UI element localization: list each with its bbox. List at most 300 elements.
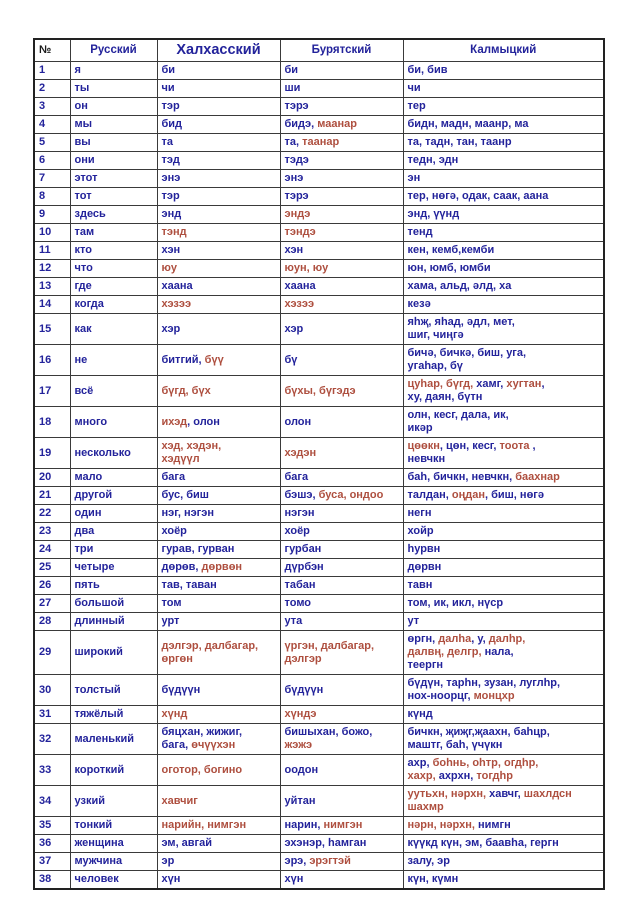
word-segment: олон [284, 415, 312, 428]
table-header-row [34, 39, 604, 62]
word-segment: талдан, [407, 489, 452, 501]
cell-number: 23 [34, 523, 70, 541]
cell-buryat [280, 786, 403, 817]
word-segment: далвң, делгр, [407, 646, 482, 658]
word-segment: тавн [407, 579, 433, 591]
table-row [34, 242, 604, 260]
cell-number: 8 [34, 188, 70, 206]
word-segment: нала, [481, 646, 514, 658]
table-row [34, 871, 604, 890]
cell-number: 3 [34, 98, 70, 116]
cell-buryat [280, 278, 403, 296]
cell-russian: пять [70, 577, 157, 595]
word-segment: хэдүүл [161, 453, 200, 465]
word-segment: кезә [407, 298, 431, 310]
cell-khalkha [157, 152, 280, 170]
cell-kalmyk [403, 577, 604, 595]
cell-khalkha [157, 188, 280, 206]
cell-kalmyk [403, 407, 604, 438]
word-segment: ху, даян, бүтн [407, 391, 483, 403]
word-segment: , биш, нөгә [484, 489, 544, 501]
cell-number: 25 [34, 559, 70, 577]
word-segment: хама, альд, әлд, ха [407, 280, 512, 292]
table-row [34, 80, 604, 98]
cell-kalmyk [403, 595, 604, 613]
word-segment: маштг, баһ, үчүкн [407, 739, 503, 751]
cell-kalmyk [403, 260, 604, 278]
cell-russian: этот [70, 170, 157, 188]
word-segment: кен, кемб,кемби [407, 244, 495, 256]
word-segment: тэр [161, 100, 180, 112]
word-segment: эрэгтэй [309, 855, 351, 867]
table-row [34, 224, 604, 242]
cell-number: 34 [34, 786, 70, 817]
cell-number: 29 [34, 631, 70, 675]
cell-number: 16 [34, 345, 70, 376]
cell-khalkha [157, 296, 280, 314]
word-segment: негн [407, 507, 432, 519]
word-segment: , олон [187, 415, 220, 428]
cell-number: 5 [34, 134, 70, 152]
table-row [34, 469, 604, 487]
word-segment: далһр, [488, 633, 526, 645]
cell-khalkha [157, 631, 280, 675]
cell-khalkha [157, 224, 280, 242]
table-row [34, 577, 604, 595]
cell-kalmyk [403, 116, 604, 134]
cell-kalmyk [403, 786, 604, 817]
word-segment: тэндэ [284, 226, 316, 238]
cell-khalkha [157, 206, 280, 224]
word-segment: уутьхн, нәрхн, [407, 788, 487, 800]
cell-khalkha [157, 376, 280, 407]
word-segment: , [541, 378, 545, 390]
word-segment: тенд [407, 226, 433, 238]
cell-number: 28 [34, 613, 70, 631]
word-segment: эрэ, [284, 855, 310, 867]
word-segment: бүхы, бүгэдэ [284, 384, 356, 397]
word-segment: том [161, 597, 182, 609]
cell-buryat [280, 407, 403, 438]
cell-number: 9 [34, 206, 70, 224]
word-segment: монцхр [473, 690, 515, 702]
table-row [34, 296, 604, 314]
cell-buryat [280, 755, 403, 786]
word-segment: ута [284, 615, 303, 627]
cell-buryat [280, 152, 403, 170]
cell-khalkha [157, 134, 280, 152]
word-segment: хэдэн [284, 446, 317, 459]
cell-khalkha [157, 345, 280, 376]
cell-russian: широкий [70, 631, 157, 675]
cell-russian: вы [70, 134, 157, 152]
cell-khalkha [157, 260, 280, 278]
table-row [34, 523, 604, 541]
cell-russian: там [70, 224, 157, 242]
cell-number: 6 [34, 152, 70, 170]
word-segment: тэрэ [284, 190, 309, 202]
cell-russian: мало [70, 469, 157, 487]
column-header-khalkha: Халхасский [157, 39, 280, 62]
cell-kalmyk [403, 314, 604, 345]
cell-number: 26 [34, 577, 70, 595]
cell-buryat [280, 296, 403, 314]
word-segment: хойр [407, 525, 434, 537]
word-segment: хаана [284, 280, 316, 292]
word-segment: ахрхн, [435, 770, 477, 782]
cell-kalmyk [403, 80, 604, 98]
table-row [34, 260, 604, 278]
word-segment: тэнд [161, 226, 187, 238]
cell-buryat [280, 242, 403, 260]
cell-number: 27 [34, 595, 70, 613]
word-segment: бү [284, 353, 298, 366]
word-segment: ут [407, 615, 420, 627]
table-row [34, 278, 604, 296]
word-segment: невчкн [407, 453, 446, 465]
cell-kalmyk [403, 376, 604, 407]
cell-buryat [280, 345, 403, 376]
cell-kalmyk [403, 613, 604, 631]
cell-khalkha [157, 724, 280, 755]
word-segment: хахр, [407, 770, 436, 782]
cell-buryat [280, 487, 403, 505]
word-segment: томо [284, 597, 312, 609]
cell-russian: узкий [70, 786, 157, 817]
word-segment: икәр [407, 422, 433, 434]
column-header-buryat: Бурятский [280, 39, 403, 62]
word-segment: дөрвөн [201, 561, 243, 573]
cell-number: 14 [34, 296, 70, 314]
word-segment: тав, таван [161, 579, 217, 591]
vocabulary-table-page [33, 38, 605, 890]
table-row [34, 613, 604, 631]
cell-russian: они [70, 152, 157, 170]
word-segment: та, [284, 136, 303, 148]
cell-kalmyk [403, 817, 604, 835]
word-segment: оготор, богино [161, 763, 243, 776]
cell-buryat [280, 224, 403, 242]
word-segment: битгий, [161, 353, 205, 366]
word-segment: та [161, 136, 174, 148]
table-row [34, 62, 604, 80]
cell-kalmyk [403, 724, 604, 755]
cell-kalmyk [403, 675, 604, 706]
cell-kalmyk [403, 559, 604, 577]
cell-russian: здесь [70, 206, 157, 224]
word-segment: нимгэн [323, 819, 363, 831]
cell-khalkha [157, 505, 280, 523]
word-segment: урт [161, 615, 180, 627]
cell-buryat [280, 835, 403, 853]
word-segment: хэн [284, 244, 304, 256]
word-segment: юу [161, 262, 178, 274]
cell-russian: толстый [70, 675, 157, 706]
cell-russian: тонкий [70, 817, 157, 835]
cell-number: 18 [34, 407, 70, 438]
cell-khalkha [157, 469, 280, 487]
cell-buryat [280, 116, 403, 134]
cell-kalmyk [403, 98, 604, 116]
word-segment: хүн [284, 873, 304, 885]
word-segment: хэзээ [284, 298, 315, 310]
cell-russian: ты [70, 80, 157, 98]
word-segment: дүрбэн [284, 561, 324, 573]
cell-khalkha [157, 170, 280, 188]
cell-khalkha [157, 278, 280, 296]
table-row [34, 188, 604, 206]
cell-number: 11 [34, 242, 70, 260]
cell-number: 17 [34, 376, 70, 407]
word-segment: та, тадн, тан, таанр [407, 136, 512, 148]
column-header-kalmyk: Калмыцкий [403, 39, 604, 62]
word-segment: дөрөв, [161, 561, 202, 573]
word-segment: дэлгэр, далбагар, өргөн [161, 639, 259, 665]
word-segment: бяцхан, жижиг, [161, 726, 243, 738]
word-segment: хоёр [284, 525, 310, 537]
cell-russian: когда [70, 296, 157, 314]
cell-russian: длинный [70, 613, 157, 631]
cell-buryat [280, 523, 403, 541]
cell-khalkha [157, 314, 280, 345]
cell-khalkha [157, 523, 280, 541]
word-segment: тедн, эдн [407, 154, 459, 166]
cell-number: 22 [34, 505, 70, 523]
word-segment: бүдүүн [284, 683, 324, 696]
word-segment: нарийн, нимгэн [161, 819, 247, 831]
word-segment: бүгд, бүх [161, 384, 211, 397]
word-segment: бүдүн, тарһн, зузан, луглһр, [407, 677, 561, 689]
word-segment: би [284, 64, 299, 76]
word-segment: энд, үүнд [407, 208, 460, 220]
word-segment: бидн, мадн, маанр, ма [407, 118, 529, 130]
word-segment: эхэнэр, һамган [284, 837, 367, 849]
word-segment: хэд, хэдэн, [161, 440, 222, 452]
cell-khalkha [157, 80, 280, 98]
cell-buryat [280, 595, 403, 613]
word-segment: далһа [438, 633, 472, 645]
word-segment: том, ик, икл, нүср [407, 597, 504, 609]
word-segment: бичә, бичкә, биш, уга, [407, 347, 527, 359]
cell-kalmyk [403, 62, 604, 80]
cell-russian: несколько [70, 438, 157, 469]
word-segment: хэзээ [161, 298, 192, 310]
word-segment: яһҗ, яһад, әдл, мет, [407, 316, 515, 328]
word-segment: тер, нөгә, одак, саак, аана [407, 190, 549, 202]
cell-russian: мужчина [70, 853, 157, 871]
cell-khalkha [157, 487, 280, 505]
word-segment: шахмр [407, 801, 444, 813]
cell-khalkha [157, 438, 280, 469]
cell-kalmyk [403, 206, 604, 224]
word-segment: би, бив [407, 64, 448, 76]
word-segment: бага [284, 471, 309, 483]
word-segment: шиг, чиңгә [407, 329, 464, 341]
cell-russian: тот [70, 188, 157, 206]
table-row [34, 116, 604, 134]
word-segment: нимгн [474, 819, 511, 831]
word-segment: хүнд [161, 708, 188, 720]
cell-russian: где [70, 278, 157, 296]
cell-buryat [280, 577, 403, 595]
cell-kalmyk [403, 345, 604, 376]
table-row [34, 817, 604, 835]
word-segment: теергн [407, 659, 444, 671]
cell-khalkha [157, 755, 280, 786]
cell-russian: я [70, 62, 157, 80]
column-header-russian: Русский [70, 39, 157, 62]
table-row [34, 206, 604, 224]
cell-buryat [280, 376, 403, 407]
cell-number: 19 [34, 438, 70, 469]
cell-buryat [280, 541, 403, 559]
table-row [34, 706, 604, 724]
cell-russian: другой [70, 487, 157, 505]
word-segment: нәрн, нәрхн, [407, 819, 475, 831]
cell-number: 35 [34, 817, 70, 835]
cell-khalkha [157, 853, 280, 871]
cell-buryat [280, 206, 403, 224]
word-segment: цөөкн [407, 440, 440, 452]
cell-khalkha [157, 835, 280, 853]
table-row [34, 345, 604, 376]
word-segment: шахлдсн [523, 788, 572, 800]
word-segment: эр [161, 855, 175, 867]
word-segment: күн, күмн [407, 873, 459, 885]
cell-buryat [280, 817, 403, 835]
word-segment: оодон [284, 763, 319, 776]
word-segment: хэр [284, 322, 304, 335]
cell-russian: он [70, 98, 157, 116]
word-segment: күнд [407, 708, 433, 720]
cell-khalkha [157, 817, 280, 835]
word-segment: энэ [161, 172, 181, 184]
cell-kalmyk [403, 523, 604, 541]
cell-kalmyk [403, 188, 604, 206]
cell-kalmyk [403, 541, 604, 559]
word-segment: , [532, 440, 536, 452]
cell-number: 31 [34, 706, 70, 724]
word-segment: тоота [499, 440, 533, 452]
word-segment: хамг, [473, 378, 507, 390]
word-segment: чи [161, 82, 175, 94]
cell-buryat [280, 706, 403, 724]
word-segment: эндэ [284, 208, 311, 220]
cell-kalmyk [403, 706, 604, 724]
cell-khalkha [157, 98, 280, 116]
word-segment: тэд [161, 154, 180, 166]
word-segment: дөрвн [407, 561, 442, 573]
cell-khalkha [157, 62, 280, 80]
cell-khalkha [157, 116, 280, 134]
cell-kalmyk [403, 631, 604, 675]
cell-khalkha [157, 577, 280, 595]
word-segment: хугтан [506, 378, 542, 390]
cell-russian: четыре [70, 559, 157, 577]
cell-buryat [280, 62, 403, 80]
cell-number: 21 [34, 487, 70, 505]
word-segment: ахр, [407, 757, 433, 769]
cell-russian: большой [70, 595, 157, 613]
table-row [34, 541, 604, 559]
cell-number: 30 [34, 675, 70, 706]
cell-number: 33 [34, 755, 70, 786]
word-segment: нох-ноорцг, [407, 690, 474, 702]
cell-russian: как [70, 314, 157, 345]
cell-russian: тяжёлый [70, 706, 157, 724]
word-segment: нэгэн [284, 507, 315, 519]
cell-khalkha [157, 675, 280, 706]
cell-kalmyk [403, 871, 604, 890]
cell-kalmyk [403, 134, 604, 152]
cell-russian: что [70, 260, 157, 278]
table-row [34, 134, 604, 152]
cell-number: 13 [34, 278, 70, 296]
cell-number: 37 [34, 853, 70, 871]
cell-russian: короткий [70, 755, 157, 786]
cell-kalmyk [403, 152, 604, 170]
table-row [34, 314, 604, 345]
cell-buryat [280, 314, 403, 345]
word-segment: бус, биш [161, 489, 209, 501]
word-segment: бишыхан, божо, [284, 726, 373, 738]
word-segment: бэшэ, [284, 489, 319, 501]
word-segment: гурбан [284, 543, 322, 555]
word-segment: юн, юмб, юмби [407, 262, 491, 274]
cell-kalmyk [403, 242, 604, 260]
cell-kalmyk [403, 755, 604, 786]
word-segment: маанар [317, 118, 357, 130]
cell-buryat [280, 613, 403, 631]
cell-buryat [280, 98, 403, 116]
table-row [34, 835, 604, 853]
table-row [34, 505, 604, 523]
cell-buryat [280, 134, 403, 152]
cell-khalkha [157, 871, 280, 890]
word-segment: бичкн, җиҗг,җаахн, баһцр, [407, 726, 550, 738]
cell-khalkha [157, 595, 280, 613]
cell-khalkha [157, 407, 280, 438]
cell-khalkha [157, 242, 280, 260]
cell-buryat [280, 871, 403, 890]
word-segment: хаана [161, 280, 193, 292]
word-segment: хавчиг [161, 794, 198, 807]
cell-number: 10 [34, 224, 70, 242]
word-segment: өчүүхэн [191, 739, 236, 751]
cell-russian: маленький [70, 724, 157, 755]
cell-buryat [280, 853, 403, 871]
word-segment: ши [284, 82, 301, 94]
cell-russian: женщина [70, 835, 157, 853]
table-row [34, 487, 604, 505]
table-body [34, 62, 604, 890]
word-segment: хэр [161, 322, 181, 335]
cell-buryat [280, 505, 403, 523]
word-segment: ихэд [161, 415, 188, 428]
cell-kalmyk [403, 296, 604, 314]
word-segment: баахнар [515, 471, 560, 483]
table-row [34, 152, 604, 170]
cell-kalmyk [403, 224, 604, 242]
table-row [34, 595, 604, 613]
cell-number: 36 [34, 835, 70, 853]
cell-khalkha [157, 786, 280, 817]
cell-number: 2 [34, 80, 70, 98]
cell-russian: кто [70, 242, 157, 260]
word-segment: оңдан [451, 489, 485, 501]
table-row [34, 724, 604, 755]
word-segment: угаһар, бү [407, 360, 463, 372]
